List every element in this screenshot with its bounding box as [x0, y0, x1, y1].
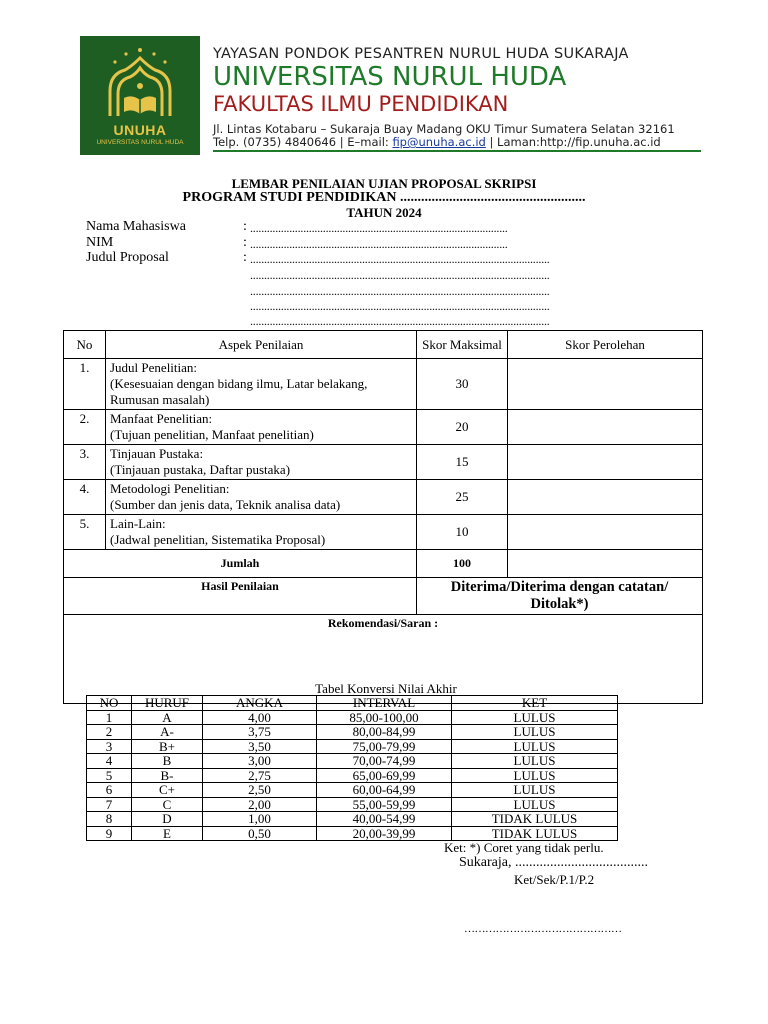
row-no: 2.: [64, 410, 106, 445]
cell: 1: [87, 710, 132, 725]
row-max: 20: [417, 410, 508, 445]
row-max: 25: [417, 480, 508, 515]
proposal-title-field-5[interactable]: ...........................................................................................................: [250, 314, 550, 328]
table-row: [87, 797, 618, 812]
table-row: [64, 359, 703, 410]
cell: 20,00-39,99: [317, 826, 452, 841]
header-skor-maksimal: Skor Maksimal: [417, 331, 508, 359]
table-row: [87, 725, 618, 740]
proposal-title-field-3[interactable]: ...........................................................................................................: [250, 284, 550, 298]
colon: :: [243, 250, 247, 265]
student-name-field[interactable]: ............................................................................................: [250, 221, 508, 235]
cell: 9: [87, 826, 132, 841]
row-no: 1.: [64, 359, 106, 410]
row-aspek: [106, 445, 417, 480]
cell: 3,00: [203, 754, 317, 769]
year-title: TAHUN 2024: [346, 205, 422, 220]
cell: LULUS: [452, 768, 618, 783]
conversion-header-row: [87, 696, 618, 711]
row-aspek: [106, 480, 417, 515]
table-row: [87, 739, 618, 754]
cell: 4,00: [203, 710, 317, 725]
university-name: UNIVERSITAS NURUL HUDA: [213, 62, 567, 92]
row-no: 4.: [64, 480, 106, 515]
header-angka: ANGKA: [203, 696, 317, 711]
header-huruf: HURUF: [132, 696, 203, 711]
row-no: 5.: [64, 515, 106, 550]
cell: LULUS: [452, 783, 618, 798]
cell: 3,50: [203, 739, 317, 754]
aspek-detail: (Sumber dan jenis data, Teknik analisa data): [110, 497, 341, 512]
table-row: [87, 826, 618, 841]
score-input-cell[interactable]: [508, 359, 703, 410]
conversion-caption: Tabel Konversi Nilai Akhir: [315, 681, 457, 696]
logo-name: UNUHA: [113, 122, 167, 138]
cell: 8: [87, 812, 132, 827]
cell: B: [132, 754, 203, 769]
result-row: [64, 578, 703, 615]
total-label: Jumlah: [64, 550, 417, 578]
cell: 75,00-79,99: [317, 739, 452, 754]
cell: E: [132, 826, 203, 841]
cell: LULUS: [452, 710, 618, 725]
student-name-label: Nama Mahasiswa: [86, 219, 186, 234]
nim-field[interactable]: ............................................................................................: [250, 237, 508, 251]
result-label: Hasil Penilaian: [64, 578, 417, 615]
cell: 6: [87, 783, 132, 798]
aspek-detail: (Jadwal penelitian, Sistematika Proposal): [110, 532, 326, 547]
table-row: [87, 710, 618, 725]
foundation-name: YAYASAN PONDOK PESANTREN NURUL HUDA SUKARAJA: [213, 46, 629, 62]
cell: C: [132, 797, 203, 812]
signer-role: Ket/Sek/P.1/P.2: [514, 872, 595, 887]
aspek-detail: (Tujuan penelitian, Manfaat penelitian): [110, 427, 314, 442]
header-aspek: Aspek Penilaian: [106, 331, 417, 359]
score-input-cell[interactable]: [508, 515, 703, 550]
logo-subtitle: UNIVERSITAS NURUL HUDA: [96, 139, 184, 146]
cell: A: [132, 710, 203, 725]
row-aspek: [106, 410, 417, 445]
colon: :: [243, 219, 247, 234]
cell: 3: [87, 739, 132, 754]
cell: 60,00-64,99: [317, 783, 452, 798]
cell: LULUS: [452, 797, 618, 812]
address: Jl. Lintas Kotabaru – Sukaraja Buay Madang OKU Timur Sumatera Selatan 32161: [213, 122, 675, 136]
program-title: PROGRAM STUDI PENDIDIKAN .....................................................: [182, 190, 586, 205]
table-row: [87, 812, 618, 827]
cell: TIDAK LULUS: [452, 812, 618, 827]
cell: B+: [132, 739, 203, 754]
table-row: [64, 515, 703, 550]
aspek-title: Judul Penelitian:: [110, 360, 198, 375]
row-no: 3.: [64, 445, 106, 480]
cell: LULUS: [452, 754, 618, 769]
cell: 5: [87, 768, 132, 783]
header-no: NO: [87, 696, 132, 711]
contact-suffix: | Laman:http://fip.unuha.ac.id: [485, 135, 661, 149]
cell: 80,00-84,99: [317, 725, 452, 740]
cell: LULUS: [452, 739, 618, 754]
cell: 65,00-69,99: [317, 768, 452, 783]
proposal-title-label: Judul Proposal: [86, 250, 169, 265]
aspek-detail: (Kesesuaian dengan bidang ilmu, Latar belakang, Rumusan masalah): [110, 376, 368, 407]
aspek-title: Metodologi Penelitian:: [110, 481, 230, 496]
cell: D: [132, 812, 203, 827]
score-input-cell[interactable]: [508, 445, 703, 480]
cell: C+: [132, 783, 203, 798]
aspek-title: Manfaat Penelitian:: [110, 411, 213, 426]
row-max: 30: [417, 359, 508, 410]
table-row: [64, 480, 703, 515]
aspek-detail: (Tinjauan pustaka, Daftar pustaka): [110, 462, 291, 477]
university-logo: [80, 36, 200, 155]
cell: 85,00-100,00: [317, 710, 452, 725]
score-input-cell[interactable]: [508, 410, 703, 445]
header-no: No: [64, 331, 106, 359]
result-options[interactable]: Diterima/Diterima dengan catatan/ Ditolak*): [417, 578, 703, 615]
proposal-title-field-1[interactable]: ...........................................................................................................: [250, 252, 550, 266]
contact: [213, 135, 661, 149]
place-date-field[interactable]: Sukaraja, ......................................: [459, 855, 648, 870]
table-header-row: [64, 331, 703, 359]
aspek-title: Tinjauan Pustaka:: [110, 446, 204, 461]
cell: 2,00: [203, 797, 317, 812]
header-skor-perolehan: Skor Perolehan: [508, 331, 703, 359]
score-input-cell[interactable]: [508, 480, 703, 515]
cell: 1,00: [203, 812, 317, 827]
row-max: 15: [417, 445, 508, 480]
cell: 2: [87, 725, 132, 740]
cell: 55,00-59,99: [317, 797, 452, 812]
header-divider: [213, 150, 701, 152]
cell: 0,50: [203, 826, 317, 841]
row-aspek: [106, 515, 417, 550]
total-value: 100: [417, 550, 508, 578]
colon: :: [243, 235, 247, 250]
cell: 70,00-74,99: [317, 754, 452, 769]
table-row: [64, 445, 703, 480]
cell: LULUS: [452, 725, 618, 740]
row-aspek: [106, 359, 417, 410]
cell: 7: [87, 797, 132, 812]
row-max: 10: [417, 515, 508, 550]
proposal-title-field-2[interactable]: ...........................................................................................................: [250, 268, 550, 282]
table-row: [87, 783, 618, 798]
footnote: Ket: *) Coret yang tidak perlu.: [444, 840, 604, 855]
table-row: [64, 410, 703, 445]
header-interval: INTERVAL: [317, 696, 452, 711]
table-row: [87, 768, 618, 783]
signature-line[interactable]: ………………………………………: [464, 923, 622, 935]
cell: B-: [132, 768, 203, 783]
header-ket: KET: [452, 696, 618, 711]
nim-label: NIM: [86, 235, 114, 250]
table-row: [87, 754, 618, 769]
cell: TIDAK LULUS: [452, 826, 618, 841]
conversion-table: [86, 695, 618, 841]
cell: A-: [132, 725, 203, 740]
cell: 2,75: [203, 768, 317, 783]
assessment-table: [63, 330, 703, 704]
aspek-title: Lain-Lain:: [110, 516, 166, 531]
contact-prefix: Telp. (0735) 4840646 | E–mail:: [213, 135, 393, 149]
total-row: [64, 550, 703, 578]
recommendation-label: Rekomendasi/Saran :: [327, 616, 439, 630]
email-link[interactable]: fip@unuha.ac.id: [392, 135, 486, 149]
proposal-title-field-4[interactable]: ...........................................................................................................: [250, 299, 550, 313]
cell: 3,75: [203, 725, 317, 740]
total-score-cell[interactable]: [508, 550, 703, 578]
cell: 2,50: [203, 783, 317, 798]
faculty-name: FAKULTAS ILMU PENDIDIKAN: [213, 92, 509, 116]
cell: 40,00-54,99: [317, 812, 452, 827]
cell: 4: [87, 754, 132, 769]
form-title: LEMBAR PENILAIAN UJIAN PROPOSAL SKRIPSI: [231, 176, 537, 191]
